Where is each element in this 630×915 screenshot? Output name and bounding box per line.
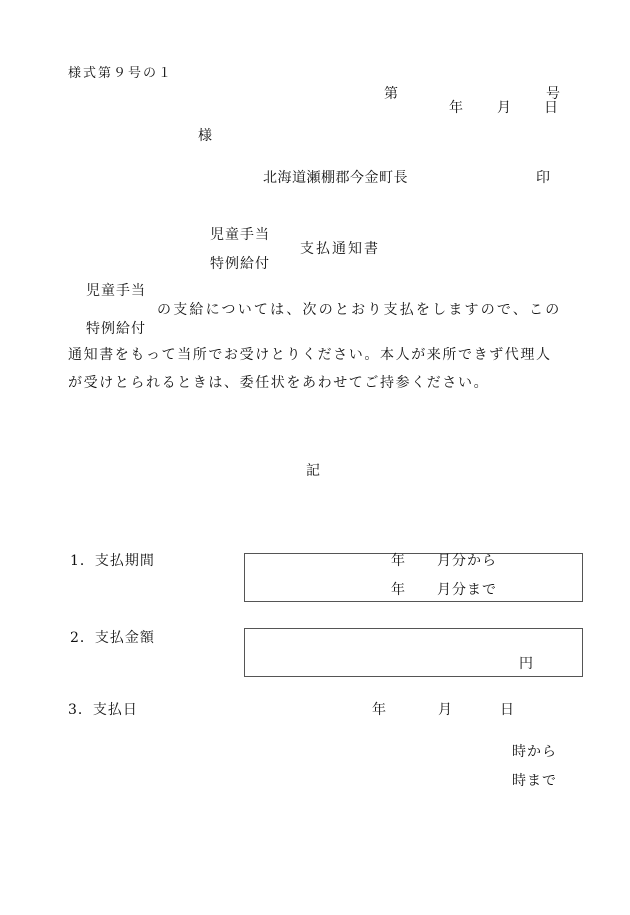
issue-date-year: 年 [449,100,464,116]
form-number: 様式第９号の１ [68,66,174,81]
amount-unit-yen: 円 [519,656,534,672]
body-text-line-1: の支給については、次のとおり支払をしますので、この [157,302,562,318]
body-option-special-benefit: 特例給付 [86,321,146,337]
payment-date-year: 年 [372,702,387,718]
seal-mark: 印 [536,170,551,186]
issue-date-day: 日 [544,100,559,116]
body-text-line-2: 通知書をもって当所でお受けとりください。本人が来所できず代理人 [68,347,552,363]
payment-time-from: 時から [512,744,557,760]
document-title: 支払通知書 [300,241,380,257]
payment-amount-label: 2．支払金額 [70,630,155,646]
title-option-child-allowance: 児童手当 [210,227,270,243]
title-option-special-benefit: 特例給付 [210,256,270,272]
body-option-child-allowance: 児童手当 [86,283,146,299]
body-text-line-3: が受けとられるときは、委任状をあわせてご持参ください。 [68,375,490,391]
document-number-suffix: 号 [546,86,561,102]
period-from-year: 年 [391,553,406,569]
recipient-honorific: 様 [198,128,213,144]
period-to-month: 月分まで [437,582,497,598]
payment-date-label: 3．支払日 [68,702,138,718]
payment-period-box [244,553,583,602]
payment-date-month: 月 [438,702,453,718]
issuer-name: 北海道瀬棚郡今金町長 [263,170,408,186]
payment-time-to: 時まで [512,773,557,789]
issue-date-month: 月 [497,100,512,116]
period-from-month: 月分から [437,553,497,569]
payment-date-day: 日 [500,702,515,718]
document-number-prefix: 第 [384,86,399,102]
payment-period-label: 1．支払期間 [70,553,155,569]
period-to-year: 年 [391,582,406,598]
section-marker-ki: 記 [306,463,321,479]
